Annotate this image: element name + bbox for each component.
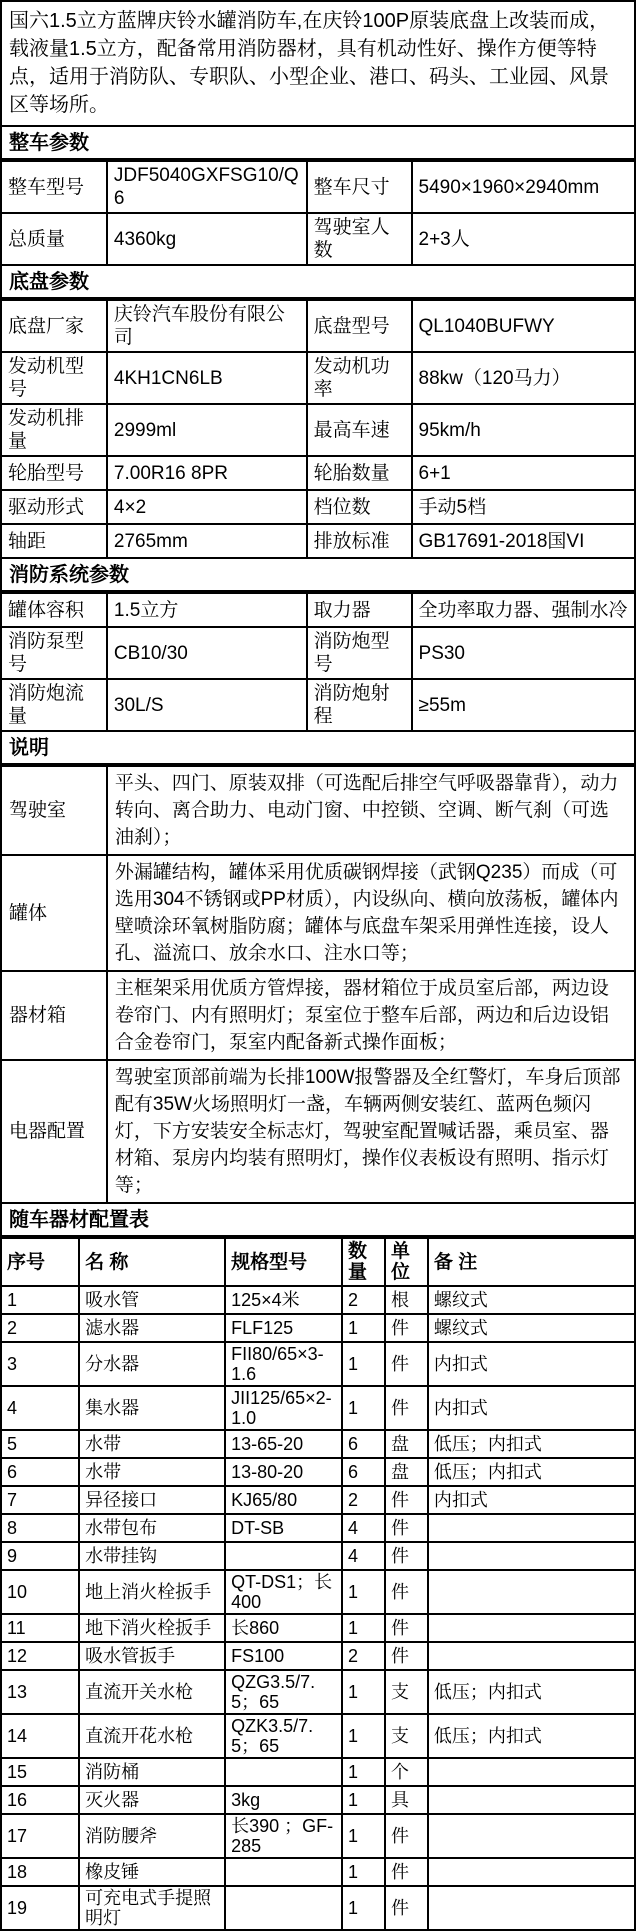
- table-row: [2, 1814, 634, 1858]
- param-label-cell: 轮胎型号: [2, 456, 107, 490]
- notes-text-cell: 驾驶室顶部前端为长排100W报警器及全红警灯，车身后顶部配有35W火场照明灯一盏，车辆两侧安装红、蓝两色频闪灯，下方安装安全标志灯，驾驶室配置喊话器，乘员室、器材箱、泵房内均装有照明灯，操作仪表板设有照明、指示灯等；: [107, 1060, 634, 1203]
- equipment-cell: [225, 1858, 342, 1886]
- param-label-cell: 驾驶室人数: [307, 213, 412, 265]
- section-title: 说明: [2, 732, 634, 765]
- equipment-header-cell: 名 称: [79, 1238, 225, 1286]
- equipment-cell: 1: [342, 1886, 385, 1929]
- table-row: [2, 679, 634, 731]
- table-row: [2, 627, 634, 679]
- param-value-cell: 2999ml: [107, 404, 307, 456]
- equipment-cell: 集水器: [79, 1386, 225, 1430]
- table-row: [2, 1342, 634, 1386]
- equipment-cell: [225, 1758, 342, 1786]
- param-value-cell: 手动5档: [412, 490, 634, 524]
- equipment-cell: 12: [2, 1642, 79, 1670]
- param-table: [2, 592, 634, 732]
- table-row: [2, 1886, 634, 1929]
- equipment-cell: [428, 1614, 634, 1642]
- equipment-cell: 5: [2, 1430, 79, 1458]
- param-label-cell: 总质量: [2, 213, 107, 265]
- table-row: [2, 1386, 634, 1430]
- equipment-cell: [428, 1542, 634, 1570]
- equipment-cell: 地上消火栓扳手: [79, 1570, 225, 1614]
- table-row: [2, 352, 634, 404]
- equipment-cell: 18: [2, 1858, 79, 1886]
- section-title: 底盘参数: [2, 266, 634, 299]
- equipment-header-cell: 备 注: [428, 1238, 634, 1286]
- equipment-cell: 2: [342, 1642, 385, 1670]
- equipment-cell: 件: [385, 1514, 428, 1542]
- table-row: [2, 1614, 634, 1642]
- table-row: [2, 1514, 634, 1542]
- equipment-cell: JII125/65×2-1.0: [225, 1386, 342, 1430]
- param-label-cell: 底盘型号: [307, 300, 412, 352]
- equipment-cell: 支: [385, 1670, 428, 1714]
- param-label-cell: 轮胎数量: [307, 456, 412, 490]
- notes-text-cell: 平头、四门、原装双排（可选配后排空气呼吸器靠背），动力转向、离合助力、电动门窗、中控锁、空调、断气刹（可选油刹）；: [107, 766, 634, 855]
- param-label-cell: 最高车速: [307, 404, 412, 456]
- equipment-cell: 件: [385, 1542, 428, 1570]
- notes-label-cell: 器材箱: [2, 971, 107, 1060]
- equipment-cell: 件: [385, 1858, 428, 1886]
- param-value-cell: GB17691-2018国VI: [412, 524, 634, 558]
- equipment-cell: 1: [342, 1814, 385, 1858]
- param-value-cell: 4×2: [107, 490, 307, 524]
- equipment-cell: 低压；内扣式: [428, 1714, 634, 1758]
- table-row: [2, 1758, 634, 1786]
- table-row: [2, 524, 634, 558]
- equipment-cell: 直流开花水枪: [79, 1714, 225, 1758]
- equipment-cell: 直流开关水枪: [79, 1670, 225, 1714]
- equipment-cell: 水带: [79, 1458, 225, 1486]
- equipment-cell: 3kg: [225, 1786, 342, 1814]
- equipment-cell: FII80/65×3-1.6: [225, 1342, 342, 1386]
- equipment-cell: 2: [342, 1286, 385, 1314]
- equipment-cell: 4: [2, 1386, 79, 1430]
- equipment-cell: 件: [385, 1642, 428, 1670]
- equipment-cell: 具: [385, 1786, 428, 1814]
- param-value-cell: 2765mm: [107, 524, 307, 558]
- table-row: [2, 1458, 634, 1486]
- table-row: [2, 300, 634, 352]
- notes-text-cell: 主框架采用优质方管焊接，器材箱位于成员室后部，两边设卷帘门、内有照明灯；泵室位于整车后部，两边和后边设铝合金卷帘门，泵室内配备新式操作面板；: [107, 971, 634, 1060]
- table-row: [2, 1570, 634, 1614]
- table-row: [2, 1286, 634, 1314]
- param-value-cell: 1.5立方: [107, 593, 307, 627]
- equipment-cell: 支: [385, 1714, 428, 1758]
- notes-label-cell: 驾驶室: [2, 766, 107, 855]
- table-row: [2, 1430, 634, 1458]
- equipment-cell: 6: [342, 1458, 385, 1486]
- equipment-cell: 13: [2, 1670, 79, 1714]
- equipment-table: [2, 1237, 634, 1929]
- table-row: [2, 1858, 634, 1886]
- table-row: [2, 1670, 634, 1714]
- equipment-cell: 消防腰斧: [79, 1814, 225, 1858]
- equipment-cell: 6: [342, 1430, 385, 1458]
- equipment-cell: 4: [342, 1514, 385, 1542]
- table-row: [2, 404, 634, 456]
- equipment-cell: 低压；内扣式: [428, 1430, 634, 1458]
- equipment-cell: 3: [2, 1342, 79, 1386]
- equipment-cell: 灭火器: [79, 1786, 225, 1814]
- equipment-cell: [225, 1542, 342, 1570]
- param-value-cell: 庆铃汽车股份有限公司: [107, 300, 307, 352]
- param-label-cell: 发动机型号: [2, 352, 107, 404]
- equipment-cell: 1: [342, 1614, 385, 1642]
- param-value-cell: 88kw（120马力）: [412, 352, 634, 404]
- equipment-cell: [428, 1570, 634, 1614]
- equipment-cell: 水带包布: [79, 1514, 225, 1542]
- equipment-cell: 内扣式: [428, 1486, 634, 1514]
- equipment-cell: 8: [2, 1514, 79, 1542]
- table-row: [2, 1486, 634, 1514]
- equipment-cell: 内扣式: [428, 1342, 634, 1386]
- equipment-cell: 11: [2, 1614, 79, 1642]
- equipment-cell: 螺纹式: [428, 1286, 634, 1314]
- equipment-cell: 螺纹式: [428, 1314, 634, 1342]
- equipment-cell: 1: [342, 1670, 385, 1714]
- equipment-cell: 6: [2, 1458, 79, 1486]
- param-label-cell: 消防炮射程: [307, 679, 412, 731]
- equipment-cell: 2: [342, 1486, 385, 1514]
- equipment-section: [2, 1204, 634, 1929]
- param-label-cell: 底盘厂家: [2, 300, 107, 352]
- param-value-cell: QL1040BUFWY: [412, 300, 634, 352]
- equipment-cell: 件: [385, 1314, 428, 1342]
- equipment-cell: DT-SB: [225, 1514, 342, 1542]
- equipment-cell: QT-DS1；长400: [225, 1570, 342, 1614]
- equipment-cell: [428, 1886, 634, 1929]
- param-table: [2, 160, 634, 266]
- notes-section: [2, 732, 634, 1204]
- table-row: [2, 456, 634, 490]
- table-row: [2, 971, 634, 1060]
- param-value-cell: 全功率取力器、强制水冷: [412, 593, 634, 627]
- equipment-cell: 1: [342, 1858, 385, 1886]
- param-value-cell: ≥55m: [412, 679, 634, 731]
- table-row: [2, 490, 634, 524]
- intro-paragraph: 国六1.5立方蓝牌庆铃水罐消防车,在庆铃100P原装底盘上改装而成，载液量1.5立方，配备常用消防器材，具有机动性好、操作方便等特点，适用于消防队、专职队、小型企业、港口、码头、工业园、风景区等场所。: [2, 2, 634, 127]
- equipment-cell: 13-80-20: [225, 1458, 342, 1486]
- param-value-cell: 30L/S: [107, 679, 307, 731]
- equipment-cell: FLF125: [225, 1314, 342, 1342]
- equipment-cell: 件: [385, 1386, 428, 1430]
- equipment-cell: 地下消火栓扳手: [79, 1614, 225, 1642]
- equipment-cell: 13-65-20: [225, 1430, 342, 1458]
- equipment-cell: 1: [342, 1314, 385, 1342]
- equipment-cell: 水带挂钩: [79, 1542, 225, 1570]
- param-label-cell: 发动机排量: [2, 404, 107, 456]
- param-label-cell: 驱动形式: [2, 490, 107, 524]
- equipment-cell: 低压；内扣式: [428, 1458, 634, 1486]
- equipment-cell: 10: [2, 1570, 79, 1614]
- parameter-sections: [2, 127, 634, 732]
- param-value-cell: 5490×1960×2940mm: [412, 161, 634, 213]
- table-row: [2, 855, 634, 971]
- equipment-cell: QZG3.5/7.5；65: [225, 1670, 342, 1714]
- equipment-cell: 件: [385, 1570, 428, 1614]
- equipment-cell: 低压；内扣式: [428, 1670, 634, 1714]
- notes-text-cell: 外漏罐结构，罐体采用优质碳钢焊接（武钢Q235）而成（可选用304不锈钢或PP材质），内设纵向、横向放荡板，罐体内壁喷涂环氧树脂防腐；罐体与底盘车架采用弹性连接，设人孔、溢流口、放余水口、注水口等；: [107, 855, 634, 971]
- param-label-cell: 消防炮流量: [2, 679, 107, 731]
- equipment-cell: 19: [2, 1886, 79, 1929]
- param-value-cell: 6+1: [412, 456, 634, 490]
- equipment-cell: [428, 1814, 634, 1858]
- equipment-cell: 9: [2, 1542, 79, 1570]
- param-value-cell: 95km/h: [412, 404, 634, 456]
- equipment-cell: 16: [2, 1786, 79, 1814]
- equipment-cell: 长860: [225, 1614, 342, 1642]
- equipment-cell: 内扣式: [428, 1386, 634, 1430]
- section-title: 消防系统参数: [2, 559, 634, 592]
- table-row: [2, 1714, 634, 1758]
- param-label-cell: 消防炮型号: [307, 627, 412, 679]
- param-label-cell: 罐体容积: [2, 593, 107, 627]
- equipment-header-cell: 数量: [342, 1238, 385, 1286]
- equipment-cell: 吸水管: [79, 1286, 225, 1314]
- param-label-cell: 取力器: [307, 593, 412, 627]
- table-row: [2, 1060, 634, 1203]
- table-row: [2, 161, 634, 213]
- equipment-cell: [428, 1642, 634, 1670]
- equipment-cell: 1: [342, 1786, 385, 1814]
- equipment-header-cell: 单位: [385, 1238, 428, 1286]
- equipment-cell: [225, 1886, 342, 1929]
- table-row: [2, 213, 634, 265]
- param-label-cell: 整车型号: [2, 161, 107, 213]
- equipment-cell: 14: [2, 1714, 79, 1758]
- param-value-cell: 4360kg: [107, 213, 307, 265]
- equipment-cell: 件: [385, 1614, 428, 1642]
- equipment-cell: 可充电式手提照明灯: [79, 1886, 225, 1929]
- table-header-row: [2, 1238, 634, 1286]
- equipment-cell: 1: [342, 1758, 385, 1786]
- equipment-cell: KJ65/80: [225, 1486, 342, 1514]
- table-row: [2, 766, 634, 855]
- param-value-cell: PS30: [412, 627, 634, 679]
- equipment-cell: 盘: [385, 1430, 428, 1458]
- param-value-cell: 4KH1CN6LB: [107, 352, 307, 404]
- section-title: 随车器材配置表: [2, 1204, 634, 1237]
- equipment-cell: 2: [2, 1314, 79, 1342]
- param-label-cell: 整车尺寸: [307, 161, 412, 213]
- equipment-cell: 1: [342, 1386, 385, 1430]
- param-value-cell: CB10/30: [107, 627, 307, 679]
- equipment-cell: 件: [385, 1486, 428, 1514]
- param-label-cell: 轴距: [2, 524, 107, 558]
- param-label-cell: 排放标准: [307, 524, 412, 558]
- param-value-cell: JDF5040GXFSG10/Q6: [107, 161, 307, 213]
- equipment-cell: 水带: [79, 1430, 225, 1458]
- param-table: [2, 299, 634, 559]
- equipment-cell: 1: [342, 1714, 385, 1758]
- table-row: [2, 1314, 634, 1342]
- equipment-cell: [428, 1514, 634, 1542]
- equipment-cell: 15: [2, 1758, 79, 1786]
- notes-label-cell: 罐体: [2, 855, 107, 971]
- equipment-cell: 长390 ；GF-285: [225, 1814, 342, 1858]
- notes-table: [2, 765, 634, 1204]
- equipment-cell: 个: [385, 1758, 428, 1786]
- equipment-cell: 件: [385, 1886, 428, 1929]
- equipment-cell: 件: [385, 1814, 428, 1858]
- equipment-cell: [428, 1758, 634, 1786]
- equipment-cell: 异径接口: [79, 1486, 225, 1514]
- table-row: [2, 593, 634, 627]
- equipment-cell: QZK3.5/7.5；65: [225, 1714, 342, 1758]
- equipment-header-cell: 序号: [2, 1238, 79, 1286]
- equipment-cell: 根: [385, 1286, 428, 1314]
- equipment-cell: 125×4米: [225, 1286, 342, 1314]
- notes-label-cell: 电器配置: [2, 1060, 107, 1203]
- equipment-cell: 消防桶: [79, 1758, 225, 1786]
- param-value-cell: 2+3人: [412, 213, 634, 265]
- equipment-cell: 件: [385, 1342, 428, 1386]
- param-label-cell: 消防泵型号: [2, 627, 107, 679]
- equipment-header-cell: 规格型号: [225, 1238, 342, 1286]
- section-title: 整车参数: [2, 127, 634, 160]
- equipment-cell: 分水器: [79, 1342, 225, 1386]
- equipment-cell: [428, 1786, 634, 1814]
- param-label-cell: 发动机功率: [307, 352, 412, 404]
- param-value-cell: 7.00R16 8PR: [107, 456, 307, 490]
- equipment-cell: 盘: [385, 1458, 428, 1486]
- equipment-cell: 橡皮锤: [79, 1858, 225, 1886]
- param-label-cell: 档位数: [307, 490, 412, 524]
- equipment-cell: 吸水管扳手: [79, 1642, 225, 1670]
- equipment-cell: 1: [342, 1570, 385, 1614]
- table-row: [2, 1642, 634, 1670]
- equipment-cell: 7: [2, 1486, 79, 1514]
- table-row: [2, 1786, 634, 1814]
- table-row: [2, 1542, 634, 1570]
- equipment-cell: FS100: [225, 1642, 342, 1670]
- equipment-cell: [428, 1858, 634, 1886]
- equipment-cell: 4: [342, 1542, 385, 1570]
- equipment-cell: 17: [2, 1814, 79, 1858]
- equipment-cell: 滤水器: [79, 1314, 225, 1342]
- equipment-cell: 1: [2, 1286, 79, 1314]
- equipment-cell: 1: [342, 1342, 385, 1386]
